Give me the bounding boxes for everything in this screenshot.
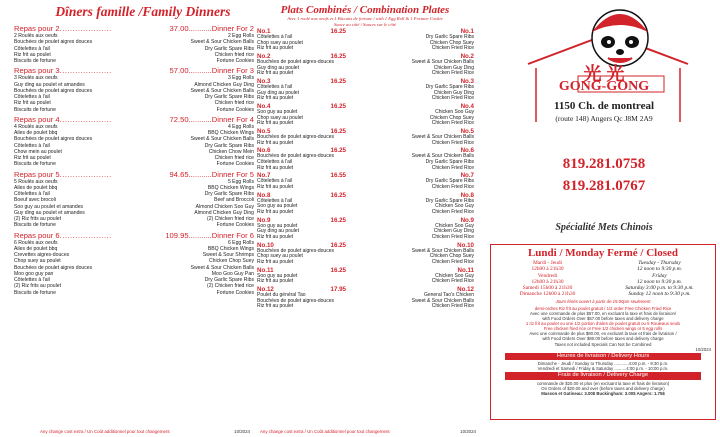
plate-row-en: Dry Garlic Spare Ribs [425, 178, 474, 185]
plate-item [254, 242, 476, 266]
plate-item [254, 147, 476, 171]
family-item-en: 3 Egg Rolls [227, 75, 254, 82]
chinese-characters: 光 光 [583, 64, 625, 84]
family-item-en: Chicken fried rice [214, 100, 254, 107]
plate-price: 16.25 [330, 53, 346, 61]
family-item-en: Dry Garlic Spare Ribs [204, 142, 254, 149]
plate-row-fr: Bouchées de poulet aigres-douces [257, 134, 334, 141]
plate-row-fr: Riz frit au poulet [257, 139, 294, 146]
family-item-fr: Côtelettes à l'ail [14, 94, 50, 100]
plate-number-en: No.4 [460, 103, 474, 111]
family-group [14, 24, 254, 64]
plates-footer [260, 429, 476, 434]
family-item-en: 6 Egg Rolls [227, 239, 254, 246]
family-label: Repas pour 2 [14, 24, 60, 33]
family-item-en: Almond Chicken Guy Ding [194, 209, 254, 216]
plate-row-fr: Riz frit au poulet [257, 120, 294, 127]
hours-fr: Samedi 15h00 à 21h30 [522, 285, 573, 292]
family-footer-note: Any change cost extra / Un Coût additionnel pour tout changement [40, 429, 170, 434]
family-dots: ........... [188, 24, 212, 33]
plate-row-en: Dry Garlic Spare Ribs [425, 84, 474, 91]
family-footer [40, 429, 250, 434]
plate-row-en: Chicken Guy Ding [433, 228, 474, 235]
promo-1: demi-ordres Riz frit au poulet gratuit / 1/2 order Free Chicken Fried Rice [534, 305, 672, 311]
family-item-en: 5 Egg Rolls [227, 178, 254, 185]
family-price: 57.00 [169, 66, 189, 76]
plate-row [254, 121, 476, 127]
family-item [14, 290, 254, 296]
family-item-en: Sweet & Sour Chicken Balls [190, 39, 254, 46]
family-item-fr: Soo guy au poulet et amandes [14, 203, 84, 210]
family-item-en: (2) Chicken fried rice [207, 283, 254, 290]
plate-row-fr: Soo guy au poulet [257, 272, 298, 279]
family-dinner-label: Dinner For 2 [211, 24, 254, 33]
hours-fr: 12h00 à 21h30 [531, 278, 564, 285]
family-item-en: Chicken Chop Suey [208, 258, 254, 265]
plate-row [254, 141, 476, 147]
plate-row-en: Sweet & Sour Chicken Balls [411, 59, 474, 66]
plate-row-en: Chicken Chop Suey [429, 39, 474, 46]
plate-row [254, 235, 476, 241]
plate-number: No.9 [257, 216, 271, 224]
plate-row-fr: Côtelettes à l'ail [257, 159, 293, 166]
family-dots: ........... [188, 66, 212, 76]
plate-number-en: No.8 [460, 191, 474, 199]
family-item-en: Chicken fried rice [214, 51, 254, 58]
plate-row-fr: Soo guy au poulet [257, 203, 298, 210]
plate-row-fr: Bouchées de poulet aigres-douces [257, 153, 334, 160]
plate-row-en: Sweet & Sour Chicken Balls [411, 153, 474, 160]
plate-price: 16.25 [330, 78, 346, 86]
plate-number-en: No.6 [460, 147, 474, 155]
hours-fr: Mardi - Jeudi [532, 260, 563, 266]
family-item-fr: Bouchées de poulet aigres douces [14, 87, 93, 94]
plate-row [254, 166, 476, 172]
delivery-charge-title: Frais de livraison / Delivery Charge [505, 372, 701, 380]
plate-row-fr: Riz frit au poulet [257, 208, 294, 215]
plate-number: No.1 [257, 28, 271, 36]
plate-row-fr: Côtelettes à l'ail [257, 84, 293, 91]
plate-list [254, 28, 476, 310]
promo-2: Avec une commande de plus $57.00, en excluant la taxe et frais de livraison/ [529, 310, 677, 316]
plate-row-fr: Riz frit au poulet [257, 164, 294, 171]
family-label: Repas pour 3 [14, 66, 60, 76]
plate-row-en: Chicken Soo Guy [435, 109, 474, 116]
family-item-en: (2) Chicken fried rice [207, 216, 254, 222]
plate-row-en: Sweet & Sour Chicken Balls [411, 247, 474, 254]
family-item-fr: Boeuf avec brocoli [14, 197, 56, 204]
hours-en: 12 noon to 9:30 p.m. [637, 266, 682, 273]
family-label: Repas pour 4 [14, 114, 60, 124]
plate-number: No.6 [257, 147, 271, 155]
family-item-en: Sweet & Sour Chicken Balls [190, 264, 254, 271]
address-line-2: (route 148) Angers Qc J8M 2A9 [555, 114, 653, 123]
phone-1[interactable]: 819.281.0758 [562, 156, 646, 172]
plate-row-fr: Soo guy au poulet [257, 109, 298, 116]
plates-subtitle-1: Avec 1 roulé aux oeufs et 1 Biscuits de fortune / with 1 Egg Roll & 1 Fortune Cookie [287, 16, 443, 21]
family-header [14, 170, 254, 179]
plate-number: No.11 [257, 266, 274, 274]
family-item [14, 161, 254, 167]
family-item-en: 2 Egg Rolls [227, 33, 254, 39]
restaurant-info-column [488, 0, 720, 437]
family-item-fr: 6 Roulés aux oeufs [14, 239, 58, 246]
charge-row-1: commande de $20.00 et plus (en excluant la taxe et frais de livraison) [536, 380, 670, 386]
family-price: 94.65 [169, 169, 189, 179]
family-item-en: Almond Chicken Guy Ding [194, 81, 254, 88]
family-dinner-label: Dinner For 3 [211, 66, 254, 76]
family-item-en: Dry Garlic Spare Ribs [204, 277, 254, 283]
family-item-en: Dry Garlic Spare Ribs [204, 94, 254, 100]
plate-row-fr: Chop suey au poulet [257, 39, 303, 46]
plate-row-en: Chicken Soo Guy [435, 272, 474, 279]
family-item-fr: Biscuits de fortune [14, 222, 56, 229]
plate-item [254, 28, 476, 52]
family-item-en: Beef and Broccoli [214, 197, 254, 204]
family-item-fr: Biscuits de fortune [14, 161, 56, 168]
family-item-fr: Bouchées de poulet aigres douces [14, 39, 93, 46]
charge-row-2: On Orders of $20.00 and over (before taxes and delivery charge) [541, 386, 665, 391]
plate-price: 16.25 [330, 216, 346, 224]
family-item-fr: Guy ding au poulet et amandes [14, 209, 85, 216]
family-item-fr: Côtelettes à l'ail [14, 142, 50, 149]
plate-row-en: Chicken Fried Rice [431, 139, 474, 146]
plate-price: 16.25 [330, 128, 346, 136]
plate-row [254, 304, 476, 310]
family-header [14, 24, 254, 33]
plate-row-fr: Bouchées de poulet aigres-douces [257, 297, 334, 304]
family-item-fr: 3 Roulés aux oeufs [14, 75, 58, 82]
plate-number-en: No.2 [460, 53, 474, 61]
family-item-en: Sweet & Sour Shrimps [202, 252, 254, 258]
restaurant-name: GONG-GONG [558, 79, 650, 94]
family-item-en: BBQ Chicken Wings [207, 184, 254, 191]
plate-row-en: Chicken Fried Rice [431, 258, 474, 265]
plate-row-fr: Riz frit au poulet [257, 278, 294, 285]
hours-heading: Lundi / Monday Fermé / Closed [527, 247, 679, 259]
hours-en: Sunday 12 noon to 9:30 p.m. [628, 291, 691, 298]
plate-number: No.8 [257, 191, 271, 199]
plate-price: 16.25 [330, 103, 346, 111]
plate-row-fr: Riz frit au poulet [257, 95, 294, 102]
plate-row-fr: Riz frit au poulet [257, 70, 294, 77]
family-group [14, 231, 254, 296]
family-item [14, 222, 254, 228]
plate-number-en: No.7 [460, 172, 474, 180]
plate-row-en: Sweet & Sour Chicken Balls [411, 297, 474, 304]
family-label: Repas pour 6 [14, 230, 60, 240]
delivery-hours-title: Heures de livraison / Delivery Hours [505, 353, 701, 361]
family-item-en: Chicken Chow Mein [208, 148, 254, 155]
family-item-fr: Chow mein au poulet [14, 148, 62, 155]
family-item-en: Almond Chicken Soo Guy [195, 203, 254, 210]
plate-number: No.12 [257, 286, 274, 294]
family-dots: .................... [59, 230, 112, 240]
hours-en: Friday [652, 272, 667, 279]
family-item-en: Sweet & Sour Chicken Balls [190, 87, 254, 94]
promo-5: Free chicken fried rice or Free 1/2 chicken wings or 5 egg rolls [543, 326, 663, 332]
plate-row-fr: Bouchées de poulet aigres-douces [257, 59, 334, 66]
family-item-fr: Ailes de poulet bbq [14, 245, 58, 252]
plate-row-en: Chicken Fried Rice [431, 233, 474, 240]
family-item-fr: Biscuits de fortune [14, 58, 56, 64]
family-item-fr: Crevettes aigres-douces [14, 252, 70, 258]
family-dinners-column [0, 0, 260, 437]
plate-number: No.5 [257, 128, 271, 136]
family-item-fr: Riz frit au poulet [14, 100, 51, 107]
plate-row-en: Chicken Fried Rice [431, 184, 474, 190]
plate-row-en: Dry Garlic Spare Ribs [425, 197, 474, 204]
family-item-en: Dry Garlic Spare Ribs [204, 191, 254, 197]
plate-row-en: Dry Garlic Spare Ribs [425, 34, 474, 41]
plate-row-fr: Guy ding au poulet [257, 89, 299, 96]
family-dots: .................... [59, 66, 112, 76]
plate-row-fr: Guy ding au poulet [257, 64, 299, 71]
plate-row-en: Chicken Guy Ding [433, 89, 474, 96]
plate-row-fr: Riz frit au poulet [257, 45, 294, 52]
plate-row-en: Chicken Fried Rice [431, 303, 474, 310]
family-item-fr: 2 Roulés aux oeufs [14, 33, 58, 39]
plate-price: 16.25 [330, 147, 346, 155]
family-dots: ........... [188, 114, 212, 124]
plate-row-en: Chicken Fried Rice [431, 208, 474, 215]
plate-row-en: Chicken Fried Rice [431, 120, 474, 127]
plate-row [254, 71, 476, 77]
family-item-fr: Biscuits de fortune [14, 106, 56, 113]
plate-row-fr: Riz frit au poulet [257, 184, 294, 190]
delivery-row-1: Dimanche - Jeudi / Sunday to Thursday ............4:00 p.m. - 9:30 p.m. [537, 361, 669, 367]
promo-4: 1 riz frit au poulet ou une 1/2 portion d'ailes de poulet gratuit ou 5 Rouleaux seuls [525, 321, 681, 327]
charge-row-3: Masson et Gatineau: 3.00$ Buckingham: 3.00$ Angers: 1.75$ [541, 391, 665, 397]
family-dots: ........... [188, 169, 212, 179]
plate-price: 16.25 [330, 266, 346, 274]
plate-item [254, 53, 476, 77]
family-item-fr: Biscuits de fortune [14, 289, 56, 296]
family-item-fr: Ailes de poulet bbq [14, 184, 58, 191]
family-item-en: Fortune Cookies [216, 106, 254, 113]
family-price: 109.95 [165, 230, 189, 240]
family-item-en: Moo Goo Guy Pan [211, 270, 254, 277]
plate-number-en: No.9 [460, 216, 474, 224]
plate-number: No.7 [257, 172, 271, 180]
plate-item [254, 128, 476, 146]
family-item-fr: Bouchées de poulet aigres douces [14, 264, 93, 271]
plate-row-en: Chicken Fried Rice [431, 164, 474, 171]
family-dinner-list [14, 24, 254, 296]
family-item-fr: Côtelettes à l'ail [14, 45, 50, 52]
family-group [14, 115, 254, 168]
family-price: 37.00 [169, 24, 189, 33]
plates-title: Plats Combinés / Combination Plates [280, 4, 450, 16]
family-item-en: Fortune Cookies [216, 161, 254, 168]
hours-en: Saturday 3:00 p.m. to 9:30 p.m. [625, 285, 694, 292]
family-item-en: 4 Egg Rolls [227, 123, 254, 130]
plate-number: No.2 [257, 53, 271, 61]
plate-row-fr: Riz frit au poulet [257, 233, 294, 240]
plate-row-en: Chicken Fried Rice [431, 95, 474, 102]
family-item-fr: Riz frit au poulet [14, 155, 51, 161]
plate-item [254, 286, 476, 310]
family-item-fr: 5 Roulés aux oeufs [14, 178, 58, 185]
plate-number-en: No.1 [460, 28, 474, 36]
hours-date: 10/2024 [695, 346, 711, 352]
plate-row-fr: Côtelettes à l'ail [257, 34, 293, 41]
family-item-en: Fortune Cookies [216, 222, 254, 229]
plate-row-en: Chicken Chop Suey [429, 253, 474, 260]
family-item-fr: Côtelettes à l'ail [14, 191, 50, 197]
family-header [14, 115, 254, 124]
plate-row-fr: Poulet du général Tao [257, 292, 306, 299]
plate-item [254, 267, 476, 285]
family-item-fr: Guy ding au poulet et amandes [14, 81, 85, 88]
plate-number-en: No.11 [457, 266, 474, 274]
plate-row [254, 210, 476, 216]
plate-row-en: Chicken Fried Rice [431, 278, 474, 285]
family-price: 72.50 [169, 114, 189, 124]
family-item-fr: Bouchées de poulet aigres douces [14, 136, 93, 143]
plate-row-en: Chicken Guy Ding [433, 64, 474, 71]
plate-row [254, 279, 476, 285]
plate-number: No.3 [257, 78, 271, 86]
plate-price: 16.25 [330, 241, 346, 249]
plate-row-en: Chicken Soo Guy [435, 203, 474, 210]
plate-item [254, 192, 476, 216]
plate-number-en: No.5 [460, 128, 474, 136]
plate-row-fr: Soo guy au poulet [257, 222, 298, 229]
plates-footer-date: 10/2024 [460, 429, 476, 434]
hours-fr: Dimanche 12h00 à 21h30 [519, 291, 576, 298]
plate-number-en: No.12 [457, 286, 474, 294]
family-group [14, 66, 254, 113]
family-dots: .................... [59, 24, 112, 33]
family-item-fr: Chop suey au poulet [14, 258, 61, 265]
family-footer-date: 10/2024 [234, 429, 250, 434]
family-item-en: Sweet & Sour Chicken Balls [190, 136, 254, 143]
plate-row-en: Chicken Soo Guy [435, 222, 474, 229]
plate-row-en: Chicken Chop Suey [429, 114, 474, 121]
family-item-fr: Moo goo guy pan [14, 270, 54, 277]
family-dinners-title: Dîners famille /Family Dinners [55, 4, 231, 19]
plates-footer-note: Any change cost extra / Un Coût additionnel pour tout changement [260, 429, 390, 434]
plate-item [254, 78, 476, 102]
family-item-fr: (2) Riz frits au poulet [14, 283, 61, 290]
family-item-en: BBQ Chicken Wings [207, 245, 254, 252]
plate-item [254, 172, 476, 190]
plate-row-en: Chicken Fried Rice [431, 70, 474, 77]
family-group [14, 170, 254, 229]
plate-row-en: Sweet & Sour Chicken Balls [411, 134, 474, 141]
hours-en: 12 noon to 9:30 p.m. [637, 278, 682, 285]
holiday-note: Jours fériés ouvert à partir de 15:00pm seulement [555, 298, 651, 304]
plate-row [254, 260, 476, 266]
family-item-en: Fortune Cookies [216, 289, 254, 296]
family-item-fr: Côtelettes à l'ail [14, 277, 50, 283]
plate-number-en: No.3 [460, 78, 474, 86]
family-item-en: Dry Garlic Spare Ribs [204, 45, 254, 52]
plate-price: 16.55 [330, 172, 346, 180]
plate-row-fr: Côtelettes à l'ail [257, 197, 293, 204]
promo-7: with Food Orders Over $80.00 before taxes and delivery charge [542, 336, 664, 342]
plate-row-en: General Tao's Chicken [423, 292, 474, 299]
promo-6: Avec une commande de plus $80.00, en excluant la taxe et frais de livraison / [529, 331, 677, 337]
family-item-en: Chicken fried rice [214, 155, 254, 161]
family-item-fr: Riz frit au poulet [14, 51, 51, 58]
plate-row-fr: Guy ding au poulet [257, 228, 299, 235]
family-item-fr: (2) Riz frits au poulet [14, 216, 61, 222]
family-label: Repas pour 5 [14, 169, 60, 179]
specialty: Spécialité Mets Chinois [555, 222, 653, 233]
plate-row [254, 46, 476, 52]
family-dots: .................... [59, 169, 112, 179]
family-item-fr: 4 Roulés aux oeufs [14, 123, 58, 130]
phone-2[interactable]: 819.281.0767 [562, 178, 646, 194]
plate-row-fr: Riz frit au poulet [257, 258, 294, 265]
family-dots: .................... [59, 114, 112, 124]
plate-row-fr: Chop suey au poulet [257, 253, 303, 260]
plate-item [254, 217, 476, 241]
family-item-en: Fortune Cookies [216, 58, 254, 64]
plate-row-en: Chicken Fried Rice [431, 45, 474, 52]
plates-subtitle-2: Sauce au côté / Sauces sur le côté [333, 21, 397, 27]
plate-item [254, 103, 476, 127]
plate-row-fr: Bouchées de poulet aigres-douces [257, 247, 334, 254]
delivery-row-2: Vendredi et Samedi / Friday & Saturday ..........4:00 p.m. - 10:00 p.m. [537, 366, 669, 372]
plate-price: 16.25 [330, 191, 346, 199]
plate-row-en: Dry Garlic Spare Ribs [425, 159, 474, 166]
combination-plates-column [250, 0, 480, 437]
family-dinner-label: Dinner For 5 [211, 169, 254, 179]
plate-number: No.4 [257, 103, 271, 111]
family-dots: ........... [188, 230, 212, 240]
plate-row-fr: Chop suey au poulet [257, 114, 303, 121]
family-item-fr: Ailes de poulet bbq [14, 130, 58, 136]
hours-row [491, 291, 715, 297]
plate-price: 17.95 [330, 286, 346, 294]
family-dinner-label: Dinner For 4 [211, 114, 254, 124]
family-item-en: BBQ Chicken Wings [207, 130, 254, 136]
plate-number: No.10 [257, 241, 274, 249]
family-header [14, 231, 254, 240]
plate-row [254, 96, 476, 102]
plate-number-en: No.10 [457, 241, 474, 249]
hours-box [490, 244, 716, 420]
hours-en: Tuesday - Thursday [638, 260, 681, 266]
plate-row-fr: Côtelettes à l'ail [257, 178, 293, 185]
family-item [14, 58, 254, 64]
family-item [14, 107, 254, 113]
hours-fr: 12h00 à 21h30 [531, 266, 564, 273]
plate-price: 16.25 [330, 28, 346, 36]
promo-8: Taxes not included Specials Can Not be Combined [554, 341, 652, 347]
promo-3: with Food Orders Over $57.00 before taxes and delivery charge [542, 316, 664, 322]
hours-table [491, 260, 715, 298]
address-line-1: 1150 Ch. de montreal [553, 100, 655, 112]
plate-row [254, 185, 476, 191]
plate-row-fr: Riz frit au poulet [257, 303, 294, 310]
family-dinner-label: Dinner For 6 [211, 230, 254, 240]
family-header [14, 66, 254, 75]
hours-fr: Vendredi [537, 272, 558, 279]
